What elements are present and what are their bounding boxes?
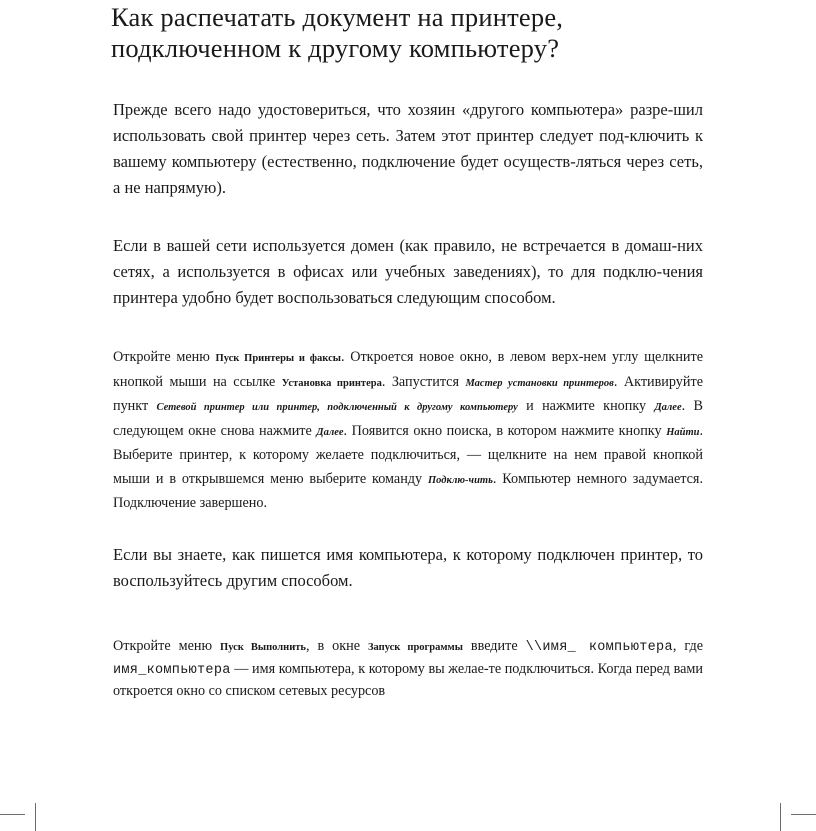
paragraph-permission: Прежде всего надо удостовериться, что хозяин «другого компьютера» разре-шил использовать свой принтер через сеть. Затем этот принтер следует под-ключить к вашему компьютеру (естественно, подключение будет осуществ-ляться через сеть, а не напрямую). bbox=[113, 100, 703, 197]
paragraph-domain-instructions bbox=[113, 346, 703, 516]
command-name-connect: Подклю-чить bbox=[427, 474, 493, 486]
code-unc-path: \\имя_ компьютера bbox=[525, 640, 673, 655]
menu-path-run: Пуск Выполнить bbox=[220, 642, 306, 653]
menu-path-printers-and-faxes: Пуск Принтеры и факсы bbox=[215, 353, 341, 364]
text-fragment: введите bbox=[462, 638, 526, 654]
text-fragment: . Запустится bbox=[381, 373, 466, 390]
button-name-next-2: Далее bbox=[316, 426, 344, 438]
text-fragment: — имя компьютера, к которому вы желае-те подключиться. Когда перед вами откроется окно со списком сетевых ресурсов bbox=[113, 660, 703, 699]
text-fragment: . Компьютер немного задумается. Подключение завершено. bbox=[113, 470, 703, 511]
wizard-name: Мастер установки принтеров bbox=[465, 377, 614, 389]
text-fragment: , в окне bbox=[305, 638, 368, 654]
text-fragment: и нажмите кнопку bbox=[517, 398, 655, 414]
crop-mark-right bbox=[756, 801, 816, 831]
button-name-next: Далее bbox=[654, 402, 682, 413]
code-computer-name: имя_компьютера bbox=[113, 662, 231, 678]
text-fragment: Откройте меню bbox=[113, 349, 216, 365]
title-line-2: подключенном к другому компьютеру? bbox=[111, 33, 560, 63]
text-fragment: . Появится окно поиска, в котором нажмите кнопку bbox=[343, 422, 667, 439]
option-network-printer: Сетевой принтер или принтер, подключенный к другому компьютеру bbox=[156, 402, 518, 413]
text-fragment: . Откроется новое окно, в левом верх-нем углу щелкните кнопкой мыши на ссылке bbox=[113, 349, 703, 390]
crop-mark-left bbox=[0, 801, 60, 831]
paragraph-know-computer-name: Если вы знаете, как пишется имя компьютера, к которому подключен принтер, то воспользуйтесь другим способом. bbox=[113, 545, 703, 590]
window-name-run-program: Запуск программы bbox=[368, 642, 463, 653]
text-fragment: Откройте меню bbox=[113, 638, 221, 654]
paragraph-domain: Если в вашей сети используется домен (как правило, не встречается в домаш-них сетях, а используется в офисах или учебных заведениях), то для подклю-чения принтера удобно будет воспользоваться следующим способом. bbox=[113, 236, 703, 307]
text-fragment: . Активируйте пункт bbox=[113, 373, 703, 414]
link-add-printer: Установка принтера bbox=[281, 377, 382, 389]
text-fragment: . Выберите принтер, к которому желаете подключиться, — щелкните на нем правой кнопкой мыши и в открывшемся меню выберите команду bbox=[113, 422, 703, 487]
button-name-find: Найти bbox=[666, 426, 700, 438]
paragraph-run-instructions bbox=[113, 636, 703, 703]
text-fragment: . В следующем окне снова нажмите bbox=[113, 398, 704, 439]
text-fragment: , где bbox=[672, 638, 703, 654]
page-title bbox=[111, 2, 751, 64]
title-line-1: Как распечатать документ на принтере, bbox=[111, 2, 564, 32]
